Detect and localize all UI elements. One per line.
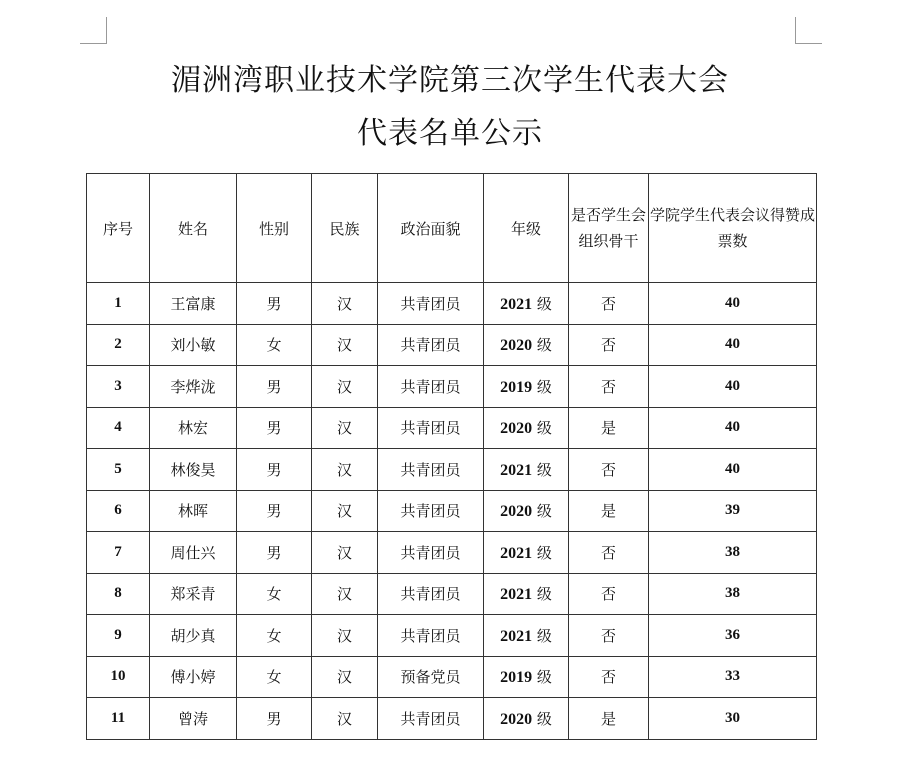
cell-votes: 38 [649, 532, 817, 574]
cell-political-status: 共青团员 [378, 615, 484, 657]
grade-year: 2020 [500, 337, 533, 355]
cell-ethnicity: 汉 [312, 324, 378, 366]
header-seq: 序号 [87, 174, 150, 283]
grade-suffix: 级 [536, 460, 552, 479]
grade-year: 2021 [500, 544, 533, 562]
cell-seq: 2 [87, 324, 150, 366]
cell-votes: 40 [649, 366, 817, 408]
cell-backbone: 是 [569, 698, 649, 740]
cell-name: 郑采青 [150, 573, 237, 615]
grade-suffix: 级 [536, 502, 552, 521]
table-row [87, 698, 817, 740]
header-name: 姓名 [150, 174, 237, 283]
cell-gender: 男 [237, 490, 312, 532]
cell-backbone: 否 [569, 573, 649, 615]
table-row [87, 656, 817, 698]
cell-backbone: 否 [569, 656, 649, 698]
cell-gender: 女 [237, 656, 312, 698]
cell-ethnicity: 汉 [312, 407, 378, 449]
document-subtitle: 代表名单公示 [357, 116, 543, 151]
cell-name: 刘小敏 [150, 324, 237, 366]
cell-political-status: 预备党员 [378, 656, 484, 698]
cell-name: 王富康 [150, 283, 237, 325]
table-body [87, 283, 817, 740]
grade-suffix: 级 [536, 419, 552, 438]
grade-suffix: 级 [536, 294, 552, 313]
table-row [87, 366, 817, 408]
cell-political-status: 共青团员 [378, 324, 484, 366]
cell-grade [484, 573, 569, 615]
grade-year: 2021 [500, 461, 533, 479]
header-ethnicity: 民族 [312, 174, 378, 283]
cell-seq: 7 [87, 532, 150, 574]
table-row [87, 324, 817, 366]
cell-name: 傅小婷 [150, 656, 237, 698]
cell-backbone: 是 [569, 490, 649, 532]
cell-seq: 1 [87, 283, 150, 325]
grade-suffix: 级 [536, 709, 552, 728]
cell-gender: 男 [237, 366, 312, 408]
table-row [87, 283, 817, 325]
cell-gender: 女 [237, 615, 312, 657]
cell-backbone: 否 [569, 532, 649, 574]
grade-suffix: 级 [536, 668, 552, 687]
cell-political-status: 共青团员 [378, 366, 484, 408]
table-row [87, 407, 817, 449]
cell-political-status: 共青团员 [378, 407, 484, 449]
table-row [87, 532, 817, 574]
grade-year: 2020 [500, 420, 533, 438]
table-header-row [87, 174, 817, 283]
cell-name: 李烨泷 [150, 366, 237, 408]
cell-gender: 男 [237, 407, 312, 449]
cell-gender: 男 [237, 532, 312, 574]
cell-votes: 39 [649, 490, 817, 532]
cell-grade [484, 615, 569, 657]
cell-votes: 36 [649, 615, 817, 657]
cell-gender: 男 [237, 449, 312, 491]
cell-name: 曾涛 [150, 698, 237, 740]
cell-grade [484, 283, 569, 325]
cell-ethnicity: 汉 [312, 532, 378, 574]
cell-name: 胡少真 [150, 615, 237, 657]
grade-suffix: 级 [536, 585, 552, 604]
representative-roster-table [86, 173, 817, 740]
cell-backbone: 否 [569, 615, 649, 657]
cell-ethnicity: 汉 [312, 283, 378, 325]
cell-grade [484, 366, 569, 408]
table-row [87, 490, 817, 532]
cell-political-status: 共青团员 [378, 532, 484, 574]
grade-suffix: 级 [536, 377, 552, 396]
cell-name: 林俊昊 [150, 449, 237, 491]
grade-year: 2020 [500, 710, 533, 728]
cell-votes: 40 [649, 449, 817, 491]
cell-backbone: 否 [569, 283, 649, 325]
cell-political-status: 共青团员 [378, 490, 484, 532]
cell-votes: 33 [649, 656, 817, 698]
grade-year: 2021 [500, 586, 533, 604]
cell-political-status: 共青团员 [378, 449, 484, 491]
grade-year: 2019 [500, 378, 533, 396]
cell-ethnicity: 汉 [312, 615, 378, 657]
header-grade: 年级 [484, 174, 569, 283]
cell-votes: 40 [649, 324, 817, 366]
cell-ethnicity: 汉 [312, 449, 378, 491]
cell-backbone: 是 [569, 407, 649, 449]
cell-votes: 40 [649, 283, 817, 325]
header-political-status: 政治面貌 [378, 174, 484, 283]
cell-grade [484, 490, 569, 532]
cell-ethnicity: 汉 [312, 490, 378, 532]
cell-gender: 男 [237, 698, 312, 740]
cell-gender: 女 [237, 573, 312, 615]
cell-seq: 5 [87, 449, 150, 491]
cell-gender: 男 [237, 283, 312, 325]
grade-suffix: 级 [536, 336, 552, 355]
cell-grade [484, 324, 569, 366]
page-corner-mark-top-left [80, 17, 107, 44]
grade-suffix: 级 [536, 543, 552, 562]
table-row [87, 615, 817, 657]
cell-political-status: 共青团员 [378, 698, 484, 740]
cell-political-status: 共青团员 [378, 573, 484, 615]
document-title: 湄洲湾职业技术学院第三次学生代表大会 [171, 63, 729, 98]
grade-year: 2021 [500, 627, 533, 645]
cell-grade [484, 449, 569, 491]
header-gender: 性别 [237, 174, 312, 283]
header-backbone: 是否学生会组织骨干 [569, 174, 649, 283]
cell-seq: 4 [87, 407, 150, 449]
cell-seq: 6 [87, 490, 150, 532]
grade-year: 2020 [500, 503, 533, 521]
page-corner-mark-top-right [795, 17, 822, 44]
cell-grade [484, 656, 569, 698]
header-votes: 学院学生代表会议得赞成票数 [649, 174, 817, 283]
cell-ethnicity: 汉 [312, 366, 378, 408]
grade-year: 2021 [500, 295, 533, 313]
table-row [87, 573, 817, 615]
cell-backbone: 否 [569, 366, 649, 408]
cell-grade [484, 532, 569, 574]
cell-ethnicity: 汉 [312, 573, 378, 615]
cell-ethnicity: 汉 [312, 656, 378, 698]
cell-votes: 40 [649, 407, 817, 449]
cell-name: 周仕兴 [150, 532, 237, 574]
cell-votes: 30 [649, 698, 817, 740]
cell-political-status: 共青团员 [378, 283, 484, 325]
cell-backbone: 否 [569, 324, 649, 366]
cell-grade [484, 407, 569, 449]
cell-name: 林晖 [150, 490, 237, 532]
cell-seq: 3 [87, 366, 150, 408]
cell-seq: 9 [87, 615, 150, 657]
cell-seq: 8 [87, 573, 150, 615]
cell-seq: 10 [87, 656, 150, 698]
cell-name: 林宏 [150, 407, 237, 449]
cell-votes: 38 [649, 573, 817, 615]
cell-grade [484, 698, 569, 740]
cell-gender: 女 [237, 324, 312, 366]
cell-ethnicity: 汉 [312, 698, 378, 740]
grade-suffix: 级 [536, 626, 552, 645]
table-row [87, 449, 817, 491]
grade-year: 2019 [500, 669, 533, 687]
cell-seq: 11 [87, 698, 150, 740]
cell-backbone: 否 [569, 449, 649, 491]
